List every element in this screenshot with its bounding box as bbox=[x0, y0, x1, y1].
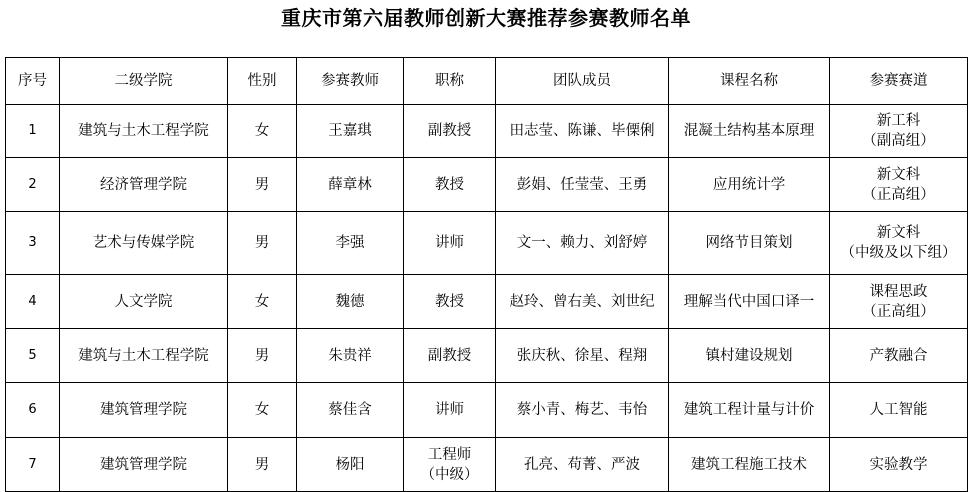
cell-college: 建筑与土木工程学院 bbox=[60, 329, 228, 383]
cell-track: 新工科 （副高组） bbox=[830, 105, 968, 158]
cell-team-members: 蔡小青、梅艺、韦怡 bbox=[496, 383, 669, 438]
table-row bbox=[6, 158, 968, 212]
table-row bbox=[6, 105, 968, 158]
cell-college: 建筑管理学院 bbox=[60, 438, 228, 492]
cell-teacher: 王嘉琪 bbox=[297, 105, 404, 158]
cell-title: 讲师 bbox=[404, 212, 496, 275]
cell-title: 教授 bbox=[404, 275, 496, 329]
teacher-roster-table bbox=[5, 57, 968, 492]
cell-teacher: 蔡佳含 bbox=[297, 383, 404, 438]
cell-course-name: 网络节目策划 bbox=[669, 212, 830, 275]
cell-course-name: 应用统计学 bbox=[669, 158, 830, 212]
cell-track: 产教融合 bbox=[830, 329, 968, 383]
cell-track: 人工智能 bbox=[830, 383, 968, 438]
cell-track: 课程思政 （正高组） bbox=[830, 275, 968, 329]
cell-gender: 男 bbox=[228, 212, 297, 275]
cell-team-members: 文一、赖力、刘舒婷 bbox=[496, 212, 669, 275]
cell-index: 2 bbox=[6, 158, 60, 212]
cell-track: 新文科 （中级及以下组） bbox=[830, 212, 968, 275]
cell-title: 副教授 bbox=[404, 105, 496, 158]
cell-teacher: 薛章林 bbox=[297, 158, 404, 212]
cell-title: 副教授 bbox=[404, 329, 496, 383]
header-teacher: 参赛教师 bbox=[297, 58, 404, 105]
cell-course-name: 理解当代中国口译一 bbox=[669, 275, 830, 329]
table-row bbox=[6, 383, 968, 438]
table-row bbox=[6, 275, 968, 329]
header-team-members: 团队成员 bbox=[496, 58, 669, 105]
cell-track: 新文科 （正高组） bbox=[830, 158, 968, 212]
cell-teacher: 杨阳 bbox=[297, 438, 404, 492]
cell-index: 4 bbox=[6, 275, 60, 329]
cell-index: 6 bbox=[6, 383, 60, 438]
header-course-name: 课程名称 bbox=[669, 58, 830, 105]
cell-gender: 女 bbox=[228, 383, 297, 438]
header-index: 序号 bbox=[6, 58, 60, 105]
cell-college: 人文学院 bbox=[60, 275, 228, 329]
header-track: 参赛赛道 bbox=[830, 58, 968, 105]
cell-index: 7 bbox=[6, 438, 60, 492]
cell-title: 工程师 （中级） bbox=[404, 438, 496, 492]
cell-teacher: 李强 bbox=[297, 212, 404, 275]
cell-track: 实验教学 bbox=[830, 438, 968, 492]
cell-team-members: 彭娟、任莹莹、王勇 bbox=[496, 158, 669, 212]
cell-teacher: 朱贵祥 bbox=[297, 329, 404, 383]
cell-gender: 男 bbox=[228, 329, 297, 383]
page-title: 重庆市第六届教师创新大赛推荐参赛教师名单 bbox=[281, 6, 691, 30]
table-body bbox=[6, 105, 968, 492]
cell-course-name: 镇村建设规划 bbox=[669, 329, 830, 383]
header-gender: 性别 bbox=[228, 58, 297, 105]
table-header-row bbox=[6, 58, 968, 105]
cell-college: 艺术与传媒学院 bbox=[60, 212, 228, 275]
cell-gender: 男 bbox=[228, 158, 297, 212]
cell-team-members: 赵玲、曾右美、刘世纪 bbox=[496, 275, 669, 329]
table-row bbox=[6, 438, 968, 492]
cell-title: 讲师 bbox=[404, 383, 496, 438]
cell-index: 1 bbox=[6, 105, 60, 158]
cell-college: 建筑与土木工程学院 bbox=[60, 105, 228, 158]
cell-college: 经济管理学院 bbox=[60, 158, 228, 212]
cell-gender: 男 bbox=[228, 438, 297, 492]
cell-gender: 女 bbox=[228, 105, 297, 158]
cell-course-name: 混凝土结构基本原理 bbox=[669, 105, 830, 158]
cell-course-name: 建筑工程施工技术 bbox=[669, 438, 830, 492]
cell-index: 3 bbox=[6, 212, 60, 275]
cell-title: 教授 bbox=[404, 158, 496, 212]
header-title: 职称 bbox=[404, 58, 496, 105]
cell-college: 建筑管理学院 bbox=[60, 383, 228, 438]
table-row bbox=[6, 329, 968, 383]
cell-team-members: 孔亮、苟菁、严波 bbox=[496, 438, 669, 492]
cell-index: 5 bbox=[6, 329, 60, 383]
cell-team-members: 田志莹、陈谦、毕傈俐 bbox=[496, 105, 669, 158]
cell-teacher: 魏德 bbox=[297, 275, 404, 329]
cell-team-members: 张庆秋、徐星、程翔 bbox=[496, 329, 669, 383]
cell-course-name: 建筑工程计量与计价 bbox=[669, 383, 830, 438]
header-college: 二级学院 bbox=[60, 58, 228, 105]
table-row bbox=[6, 212, 968, 275]
cell-gender: 女 bbox=[228, 275, 297, 329]
